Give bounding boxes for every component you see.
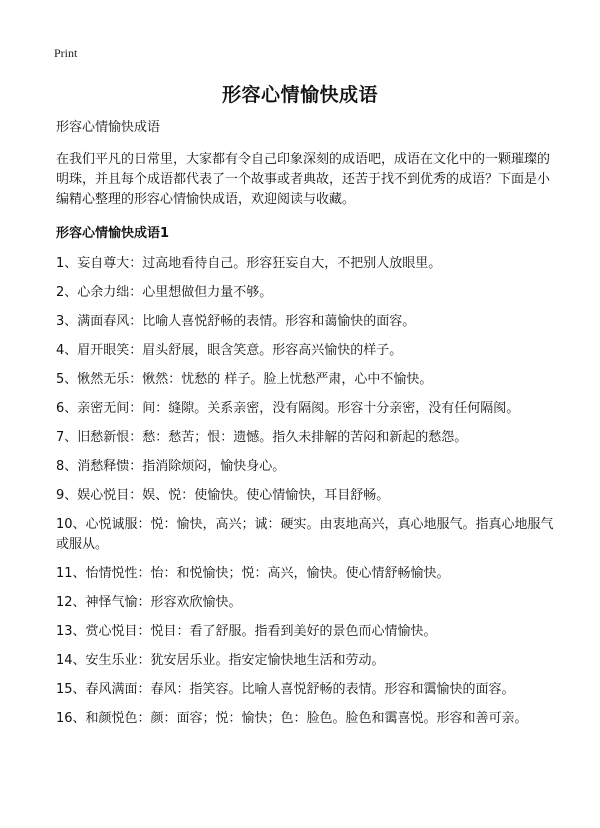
list-item: 11、怡情悦性：怡：和悦愉快；悦：高兴，愉快。使心情舒畅愉快。 — [56, 566, 450, 581]
list-item: 13、赏心悦目：悦目：看了舒服。指看到美好的景色而心情愉快。 — [56, 624, 437, 639]
list-item: 3、满面春风：比喻人喜悦舒畅的表情。形容和蔼愉快的面容。 — [56, 314, 416, 329]
page-title: 形容心情愉快成语 — [221, 84, 378, 106]
list-item: 12、神怿气愉：形容欢欣愉快。 — [56, 595, 242, 610]
list-item: 16、和颜悦色：颜：面容；悦：愉快；色：脸色。脸色和霭喜悦。形容和善可亲。 — [56, 711, 528, 726]
article-subtitle: 形容心情愉快成语 — [56, 120, 161, 135]
section-heading: 形容心情愉快成语1 — [56, 226, 170, 241]
list-item: 9、娱心悦目：娱、悦：使愉快。使心情愉快，耳目舒畅。 — [56, 488, 390, 503]
article-body — [56, 118, 556, 738]
list-item: 15、春风满面：春风：指笑容。比喻人喜悦舒畅的表情。形容和霭愉快的面容。 — [56, 682, 515, 697]
idiom-list — [56, 254, 556, 729]
list-item: 10、心悦诚服：悦：愉快，高兴；诚：硬实。由衷地高兴，真心地服气。指真心地服气或服从。 — [56, 517, 554, 552]
list-item: 4、眉开眼笑：眉头舒展，眼含笑意。形容高兴愉快的样子。 — [56, 343, 403, 358]
list-item: 2、心余力绌：心里想做但力量不够。 — [56, 285, 273, 300]
print-link[interactable]: Print — [54, 46, 78, 60]
list-item: 14、安生乐业：犹安居乐业。指安定愉快地生活和劳动。 — [56, 653, 385, 668]
list-item: 5、愀然无乐：愀然：忧愁的 样子。脸上忧愁严肃，心中不愉快。 — [56, 372, 433, 387]
intro-paragraph: 在我们平凡的日常里，大家都有令自己印象深刻的成语吧，成语在文化中的一颗璀璨的明珠，并且每个成语都代表了一个故事或者典故，还苦于找不到优秀的成语？下面是小编精心整理的形容心情愉快成语，欢迎阅读与收藏。 — [56, 152, 551, 207]
list-item: 1、妄自尊大：过高地看待自己。形容狂妄自大，不把别人放眼里。 — [56, 256, 442, 271]
list-item: 7、旧愁新恨：愁：愁苦；恨：遗憾。指久未排解的苦闷和新起的愁怨。 — [56, 430, 468, 445]
list-item: 6、亲密无间：间：缝隙。关系亲密，没有隔阂。形容十分亲密，没有任何隔阂。 — [56, 401, 520, 416]
list-item: 8、消愁释愦：指消除烦闷，愉快身心。 — [56, 459, 286, 474]
